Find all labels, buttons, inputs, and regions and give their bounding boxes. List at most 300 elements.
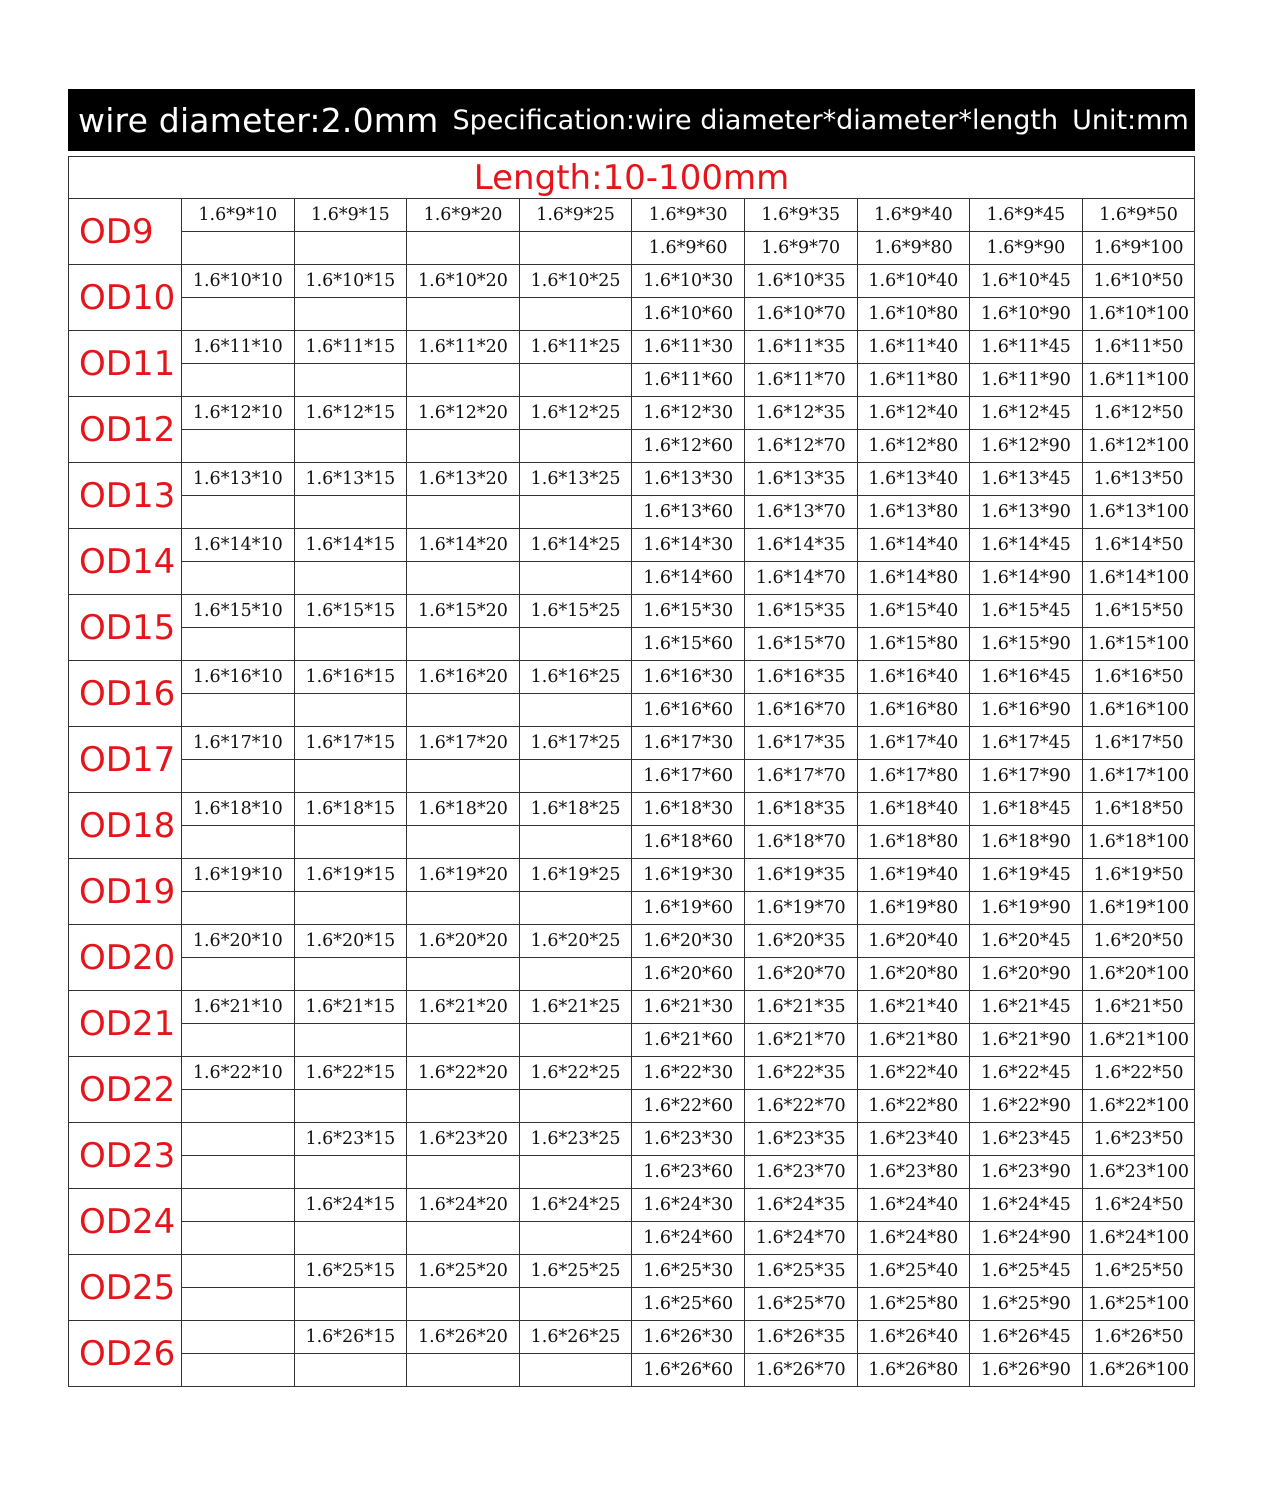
table-row bbox=[69, 793, 1195, 826]
spec-cell: 1.6*10*30 bbox=[632, 265, 745, 298]
spec-cell: 1.6*11*45 bbox=[970, 331, 1083, 364]
spec-cell bbox=[294, 892, 407, 925]
spec-cell: 1.6*15*70 bbox=[744, 628, 857, 661]
spec-cell bbox=[294, 1090, 407, 1123]
spec-cell: 1.6*22*30 bbox=[632, 1057, 745, 1090]
od-label: OD20 bbox=[69, 925, 182, 991]
spec-cell: 1.6*22*90 bbox=[970, 1090, 1083, 1123]
spec-cell: 1.6*13*100 bbox=[1082, 496, 1195, 529]
spec-cell: 1.6*13*10 bbox=[182, 463, 295, 496]
spec-cell bbox=[182, 1288, 295, 1321]
spec-cell: 1.6*17*80 bbox=[857, 760, 970, 793]
spec-cell bbox=[182, 1222, 295, 1255]
spec-cell: 1.6*18*80 bbox=[857, 826, 970, 859]
spec-cell bbox=[519, 1288, 632, 1321]
spec-cell: 1.6*20*40 bbox=[857, 925, 970, 958]
spec-cell: 1.6*26*35 bbox=[744, 1321, 857, 1354]
spec-cell: 1.6*12*10 bbox=[182, 397, 295, 430]
spec-cell: 1.6*21*25 bbox=[519, 991, 632, 1024]
spec-cell: 1.6*9*30 bbox=[632, 199, 745, 232]
spec-cell: 1.6*23*40 bbox=[857, 1123, 970, 1156]
spec-table bbox=[68, 198, 1195, 1387]
spec-cell: 1.6*24*40 bbox=[857, 1189, 970, 1222]
spec-cell: 1.6*14*25 bbox=[519, 529, 632, 562]
table-row bbox=[69, 1123, 1195, 1156]
spec-cell: 1.6*15*10 bbox=[182, 595, 295, 628]
spec-cell: 1.6*17*70 bbox=[744, 760, 857, 793]
spec-cell: 1.6*12*60 bbox=[632, 430, 745, 463]
spec-cell: 1.6*16*50 bbox=[1082, 661, 1195, 694]
spec-cell: 1.6*20*45 bbox=[970, 925, 1083, 958]
spec-cell: 1.6*26*90 bbox=[970, 1354, 1083, 1387]
spec-cell: 1.6*25*35 bbox=[744, 1255, 857, 1288]
spec-cell: 1.6*10*20 bbox=[407, 265, 520, 298]
spec-cell: 1.6*25*70 bbox=[744, 1288, 857, 1321]
spec-cell bbox=[407, 958, 520, 991]
od-label: OD21 bbox=[69, 991, 182, 1057]
spec-cell: 1.6*17*30 bbox=[632, 727, 745, 760]
spec-cell: 1.6*24*70 bbox=[744, 1222, 857, 1255]
spec-cell: 1.6*13*60 bbox=[632, 496, 745, 529]
spec-cell: 1.6*14*70 bbox=[744, 562, 857, 595]
spec-cell: 1.6*22*25 bbox=[519, 1057, 632, 1090]
spec-cell: 1.6*21*40 bbox=[857, 991, 970, 1024]
table-row bbox=[69, 199, 1195, 232]
spec-cell bbox=[182, 562, 295, 595]
spec-cell: 1.6*24*15 bbox=[294, 1189, 407, 1222]
spec-cell: 1.6*13*20 bbox=[407, 463, 520, 496]
spec-cell: 1.6*24*60 bbox=[632, 1222, 745, 1255]
od-label: OD19 bbox=[69, 859, 182, 925]
spec-cell: 1.6*24*90 bbox=[970, 1222, 1083, 1255]
spec-cell: 1.6*11*90 bbox=[970, 364, 1083, 397]
spec-cell: 1.6*9*35 bbox=[744, 199, 857, 232]
spec-cell: 1.6*19*90 bbox=[970, 892, 1083, 925]
spec-cell: 1.6*15*60 bbox=[632, 628, 745, 661]
spec-cell bbox=[182, 628, 295, 661]
od-label: OD12 bbox=[69, 397, 182, 463]
spec-cell: 1.6*11*70 bbox=[744, 364, 857, 397]
spec-cell bbox=[294, 562, 407, 595]
spec-cell: 1.6*13*70 bbox=[744, 496, 857, 529]
spec-cell bbox=[407, 892, 520, 925]
spec-cell: 1.6*17*20 bbox=[407, 727, 520, 760]
spec-cell: 1.6*15*15 bbox=[294, 595, 407, 628]
spec-cell: 1.6*23*100 bbox=[1082, 1156, 1195, 1189]
spec-cell bbox=[519, 826, 632, 859]
table-row bbox=[69, 496, 1195, 529]
table-row bbox=[69, 760, 1195, 793]
table-row bbox=[69, 1288, 1195, 1321]
spec-cell: 1.6*9*90 bbox=[970, 232, 1083, 265]
spec-cell: 1.6*11*100 bbox=[1082, 364, 1195, 397]
spec-cell bbox=[182, 1123, 295, 1156]
spec-cell: 1.6*11*25 bbox=[519, 331, 632, 364]
spec-cell: 1.6*19*10 bbox=[182, 859, 295, 892]
spec-cell bbox=[294, 298, 407, 331]
spec-cell: 1.6*9*100 bbox=[1082, 232, 1195, 265]
spec-cell: 1.6*13*50 bbox=[1082, 463, 1195, 496]
spec-cell: 1.6*26*70 bbox=[744, 1354, 857, 1387]
spec-cell: 1.6*11*10 bbox=[182, 331, 295, 364]
spec-cell bbox=[294, 430, 407, 463]
spec-cell: 1.6*12*40 bbox=[857, 397, 970, 430]
spec-cell: 1.6*24*25 bbox=[519, 1189, 632, 1222]
spec-cell bbox=[294, 1156, 407, 1189]
spec-cell: 1.6*25*80 bbox=[857, 1288, 970, 1321]
spec-cell: 1.6*9*50 bbox=[1082, 199, 1195, 232]
spec-cell: 1.6*18*40 bbox=[857, 793, 970, 826]
spec-cell: 1.6*19*100 bbox=[1082, 892, 1195, 925]
table-row bbox=[69, 826, 1195, 859]
spec-cell: 1.6*20*100 bbox=[1082, 958, 1195, 991]
spec-cell bbox=[519, 892, 632, 925]
spec-cell: 1.6*10*15 bbox=[294, 265, 407, 298]
spec-cell: 1.6*18*10 bbox=[182, 793, 295, 826]
spec-cell: 1.6*15*30 bbox=[632, 595, 745, 628]
spec-cell: 1.6*17*100 bbox=[1082, 760, 1195, 793]
table-row bbox=[69, 1222, 1195, 1255]
table-row bbox=[69, 595, 1195, 628]
spec-cell: 1.6*11*30 bbox=[632, 331, 745, 364]
od-label: OD13 bbox=[69, 463, 182, 529]
spec-cell: 1.6*26*25 bbox=[519, 1321, 632, 1354]
table-row bbox=[69, 628, 1195, 661]
spec-cell bbox=[182, 496, 295, 529]
spec-cell bbox=[294, 760, 407, 793]
spec-cell: 1.6*14*45 bbox=[970, 529, 1083, 562]
spec-cell: 1.6*17*25 bbox=[519, 727, 632, 760]
spec-cell: 1.6*16*30 bbox=[632, 661, 745, 694]
od-label: OD15 bbox=[69, 595, 182, 661]
table-row bbox=[69, 529, 1195, 562]
spec-cell bbox=[294, 496, 407, 529]
spec-cell: 1.6*12*90 bbox=[970, 430, 1083, 463]
od-label: OD26 bbox=[69, 1321, 182, 1387]
spec-cell: 1.6*17*45 bbox=[970, 727, 1083, 760]
spec-cell: 1.6*16*20 bbox=[407, 661, 520, 694]
spec-cell: 1.6*25*100 bbox=[1082, 1288, 1195, 1321]
spec-cell: 1.6*9*60 bbox=[632, 232, 745, 265]
spec-cell: 1.6*10*70 bbox=[744, 298, 857, 331]
od-label: OD14 bbox=[69, 529, 182, 595]
spec-cell: 1.6*22*20 bbox=[407, 1057, 520, 1090]
spec-cell: 1.6*9*25 bbox=[519, 199, 632, 232]
table-row bbox=[69, 859, 1195, 892]
spec-cell: 1.6*24*35 bbox=[744, 1189, 857, 1222]
spec-cell: 1.6*19*40 bbox=[857, 859, 970, 892]
spec-cell: 1.6*9*40 bbox=[857, 199, 970, 232]
spec-cell bbox=[407, 1090, 520, 1123]
spec-cell: 1.6*15*40 bbox=[857, 595, 970, 628]
spec-cell: 1.6*19*70 bbox=[744, 892, 857, 925]
spec-cell: 1.6*16*100 bbox=[1082, 694, 1195, 727]
spec-cell: 1.6*24*30 bbox=[632, 1189, 745, 1222]
spec-cell: 1.6*14*90 bbox=[970, 562, 1083, 595]
spec-cell: 1.6*18*45 bbox=[970, 793, 1083, 826]
spec-cell: 1.6*15*50 bbox=[1082, 595, 1195, 628]
spec-cell: 1.6*19*45 bbox=[970, 859, 1083, 892]
spec-cell: 1.6*22*50 bbox=[1082, 1057, 1195, 1090]
od-label: OD17 bbox=[69, 727, 182, 793]
spec-cell: 1.6*13*30 bbox=[632, 463, 745, 496]
spec-cell: 1.6*25*40 bbox=[857, 1255, 970, 1288]
spec-cell: 1.6*17*15 bbox=[294, 727, 407, 760]
spec-cell: 1.6*23*90 bbox=[970, 1156, 1083, 1189]
spec-cell: 1.6*14*35 bbox=[744, 529, 857, 562]
table-row bbox=[69, 562, 1195, 595]
od-label: OD18 bbox=[69, 793, 182, 859]
spec-cell: 1.6*20*25 bbox=[519, 925, 632, 958]
spec-cell bbox=[519, 958, 632, 991]
spec-cell bbox=[182, 694, 295, 727]
table-row bbox=[69, 661, 1195, 694]
od-label: OD11 bbox=[69, 331, 182, 397]
od-label: OD9 bbox=[69, 199, 182, 265]
spec-cell: 1.6*21*15 bbox=[294, 991, 407, 1024]
spec-cell: 1.6*16*25 bbox=[519, 661, 632, 694]
spec-cell: 1.6*24*80 bbox=[857, 1222, 970, 1255]
spec-cell bbox=[407, 1156, 520, 1189]
spec-cell: 1.6*21*90 bbox=[970, 1024, 1083, 1057]
spec-cell bbox=[182, 1354, 295, 1387]
spec-cell: 1.6*13*35 bbox=[744, 463, 857, 496]
spec-cell bbox=[182, 826, 295, 859]
spec-cell: 1.6*17*10 bbox=[182, 727, 295, 760]
spec-cell bbox=[407, 298, 520, 331]
spec-cell: 1.6*12*30 bbox=[632, 397, 745, 430]
spec-cell: 1.6*14*80 bbox=[857, 562, 970, 595]
spec-cell: 1.6*19*80 bbox=[857, 892, 970, 925]
spec-cell: 1.6*18*25 bbox=[519, 793, 632, 826]
spec-cell: 1.6*9*10 bbox=[182, 199, 295, 232]
spec-cell bbox=[519, 364, 632, 397]
spec-cell: 1.6*15*45 bbox=[970, 595, 1083, 628]
spec-cell: 1.6*13*80 bbox=[857, 496, 970, 529]
spec-cell: 1.6*19*15 bbox=[294, 859, 407, 892]
spec-cell: 1.6*10*10 bbox=[182, 265, 295, 298]
spec-cell: 1.6*15*80 bbox=[857, 628, 970, 661]
spec-cell: 1.6*23*80 bbox=[857, 1156, 970, 1189]
od-label: OD22 bbox=[69, 1057, 182, 1123]
spec-cell: 1.6*9*20 bbox=[407, 199, 520, 232]
spec-cell: 1.6*21*80 bbox=[857, 1024, 970, 1057]
spec-cell bbox=[182, 430, 295, 463]
spec-cell bbox=[182, 1024, 295, 1057]
spec-cell: 1.6*16*35 bbox=[744, 661, 857, 694]
spec-cell bbox=[519, 1156, 632, 1189]
spec-cell: 1.6*26*45 bbox=[970, 1321, 1083, 1354]
spec-cell: 1.6*17*60 bbox=[632, 760, 745, 793]
table-row bbox=[69, 1354, 1195, 1387]
spec-cell: 1.6*23*15 bbox=[294, 1123, 407, 1156]
table-row bbox=[69, 298, 1195, 331]
spec-cell bbox=[407, 1024, 520, 1057]
table-row bbox=[69, 232, 1195, 265]
spec-cell: 1.6*19*35 bbox=[744, 859, 857, 892]
spec-cell: 1.6*13*40 bbox=[857, 463, 970, 496]
spec-cell bbox=[519, 232, 632, 265]
spec-cell: 1.6*15*25 bbox=[519, 595, 632, 628]
table-row bbox=[69, 1057, 1195, 1090]
table-row bbox=[69, 991, 1195, 1024]
spec-cell: 1.6*23*25 bbox=[519, 1123, 632, 1156]
spec-cell bbox=[294, 826, 407, 859]
spec-cell bbox=[519, 298, 632, 331]
spec-cell: 1.6*14*50 bbox=[1082, 529, 1195, 562]
spec-cell bbox=[182, 1321, 295, 1354]
spec-cell: 1.6*13*45 bbox=[970, 463, 1083, 496]
table-row bbox=[69, 397, 1195, 430]
spec-cell: 1.6*11*50 bbox=[1082, 331, 1195, 364]
spec-cell: 1.6*14*20 bbox=[407, 529, 520, 562]
spec-cell: 1.6*25*50 bbox=[1082, 1255, 1195, 1288]
spec-cell bbox=[407, 496, 520, 529]
spec-cell: 1.6*25*45 bbox=[970, 1255, 1083, 1288]
spec-cell: 1.6*14*100 bbox=[1082, 562, 1195, 595]
spec-table-body bbox=[69, 199, 1195, 1387]
spec-cell bbox=[519, 1222, 632, 1255]
spec-cell: 1.6*13*90 bbox=[970, 496, 1083, 529]
spec-cell: 1.6*10*80 bbox=[857, 298, 970, 331]
spec-cell: 1.6*24*50 bbox=[1082, 1189, 1195, 1222]
table-row bbox=[69, 1024, 1195, 1057]
spec-cell: 1.6*23*20 bbox=[407, 1123, 520, 1156]
spec-cell: 1.6*16*60 bbox=[632, 694, 745, 727]
spec-cell: 1.6*11*20 bbox=[407, 331, 520, 364]
spec-cell: 1.6*9*80 bbox=[857, 232, 970, 265]
od-label: OD23 bbox=[69, 1123, 182, 1189]
spec-cell: 1.6*23*50 bbox=[1082, 1123, 1195, 1156]
spec-cell: 1.6*14*30 bbox=[632, 529, 745, 562]
spec-cell: 1.6*25*25 bbox=[519, 1255, 632, 1288]
specification-label: Specification:wire diameter*diameter*length bbox=[452, 104, 1059, 136]
spec-cell: 1.6*20*80 bbox=[857, 958, 970, 991]
spec-cell bbox=[294, 628, 407, 661]
spec-cell: 1.6*24*100 bbox=[1082, 1222, 1195, 1255]
spec-cell: 1.6*9*70 bbox=[744, 232, 857, 265]
spec-cell bbox=[519, 562, 632, 595]
spec-cell: 1.6*26*15 bbox=[294, 1321, 407, 1354]
length-title: Length:10-100mm bbox=[68, 156, 1195, 198]
spec-cell bbox=[182, 760, 295, 793]
table-row bbox=[69, 463, 1195, 496]
spec-cell: 1.6*21*10 bbox=[182, 991, 295, 1024]
spec-cell: 1.6*21*100 bbox=[1082, 1024, 1195, 1057]
spec-cell bbox=[294, 232, 407, 265]
spec-cell: 1.6*24*45 bbox=[970, 1189, 1083, 1222]
table-row bbox=[69, 958, 1195, 991]
spec-cell: 1.6*18*30 bbox=[632, 793, 745, 826]
spec-cell bbox=[407, 1288, 520, 1321]
spec-cell: 1.6*21*45 bbox=[970, 991, 1083, 1024]
spec-cell: 1.6*11*60 bbox=[632, 364, 745, 397]
od-label: OD25 bbox=[69, 1255, 182, 1321]
spec-cell: 1.6*15*20 bbox=[407, 595, 520, 628]
spec-cell: 1.6*11*15 bbox=[294, 331, 407, 364]
spec-cell: 1.6*10*45 bbox=[970, 265, 1083, 298]
spec-cell bbox=[407, 694, 520, 727]
spec-cell: 1.6*16*10 bbox=[182, 661, 295, 694]
spec-cell: 1.6*21*50 bbox=[1082, 991, 1195, 1024]
spec-cell: 1.6*20*35 bbox=[744, 925, 857, 958]
spec-cell bbox=[407, 760, 520, 793]
spec-cell bbox=[182, 958, 295, 991]
table-row bbox=[69, 727, 1195, 760]
spec-cell: 1.6*13*25 bbox=[519, 463, 632, 496]
spec-cell bbox=[519, 1090, 632, 1123]
spec-cell: 1.6*12*70 bbox=[744, 430, 857, 463]
spec-cell: 1.6*20*70 bbox=[744, 958, 857, 991]
spec-cell bbox=[182, 1090, 295, 1123]
spec-cell bbox=[294, 694, 407, 727]
spec-cell bbox=[182, 232, 295, 265]
spec-cell: 1.6*22*80 bbox=[857, 1090, 970, 1123]
spec-cell: 1.6*15*90 bbox=[970, 628, 1083, 661]
spec-cell: 1.6*14*10 bbox=[182, 529, 295, 562]
spec-cell: 1.6*12*15 bbox=[294, 397, 407, 430]
spec-cell: 1.6*18*20 bbox=[407, 793, 520, 826]
spec-cell: 1.6*16*40 bbox=[857, 661, 970, 694]
spec-cell: 1.6*12*50 bbox=[1082, 397, 1195, 430]
spec-cell: 1.6*22*70 bbox=[744, 1090, 857, 1123]
table-row bbox=[69, 892, 1195, 925]
spec-cell bbox=[182, 364, 295, 397]
wire-diameter-label: wire diameter:2.0mm bbox=[78, 100, 439, 140]
spec-cell bbox=[519, 430, 632, 463]
spec-cell bbox=[182, 892, 295, 925]
spec-cell bbox=[294, 1288, 407, 1321]
spec-cell: 1.6*23*30 bbox=[632, 1123, 745, 1156]
spec-cell bbox=[407, 826, 520, 859]
spec-cell: 1.6*22*100 bbox=[1082, 1090, 1195, 1123]
spec-cell: 1.6*10*25 bbox=[519, 265, 632, 298]
od-label: OD24 bbox=[69, 1189, 182, 1255]
spec-cell: 1.6*12*100 bbox=[1082, 430, 1195, 463]
table-row bbox=[69, 265, 1195, 298]
spec-cell bbox=[294, 1024, 407, 1057]
spec-cell: 1.6*26*30 bbox=[632, 1321, 745, 1354]
spec-cell bbox=[182, 1156, 295, 1189]
spec-cell: 1.6*17*35 bbox=[744, 727, 857, 760]
spec-cell: 1.6*16*80 bbox=[857, 694, 970, 727]
spec-cell: 1.6*22*10 bbox=[182, 1057, 295, 1090]
spec-cell: 1.6*16*90 bbox=[970, 694, 1083, 727]
spec-cell: 1.6*22*35 bbox=[744, 1057, 857, 1090]
table-row bbox=[69, 1090, 1195, 1123]
spec-cell bbox=[519, 1024, 632, 1057]
spec-cell: 1.6*21*30 bbox=[632, 991, 745, 1024]
od-label: OD10 bbox=[69, 265, 182, 331]
spec-cell: 1.6*14*40 bbox=[857, 529, 970, 562]
spec-cell: 1.6*21*20 bbox=[407, 991, 520, 1024]
spec-cell: 1.6*17*40 bbox=[857, 727, 970, 760]
spec-cell: 1.6*9*15 bbox=[294, 199, 407, 232]
spec-cell bbox=[182, 1189, 295, 1222]
table-row bbox=[69, 1156, 1195, 1189]
spec-cell: 1.6*18*60 bbox=[632, 826, 745, 859]
table-row bbox=[69, 1255, 1195, 1288]
spec-cell: 1.6*10*90 bbox=[970, 298, 1083, 331]
spec-cell bbox=[407, 430, 520, 463]
spec-cell bbox=[519, 628, 632, 661]
header-bar bbox=[68, 89, 1195, 151]
spec-cell bbox=[519, 1354, 632, 1387]
spec-cell: 1.6*11*40 bbox=[857, 331, 970, 364]
spec-cell: 1.6*20*30 bbox=[632, 925, 745, 958]
table-row bbox=[69, 1189, 1195, 1222]
spec-cell: 1.6*15*100 bbox=[1082, 628, 1195, 661]
